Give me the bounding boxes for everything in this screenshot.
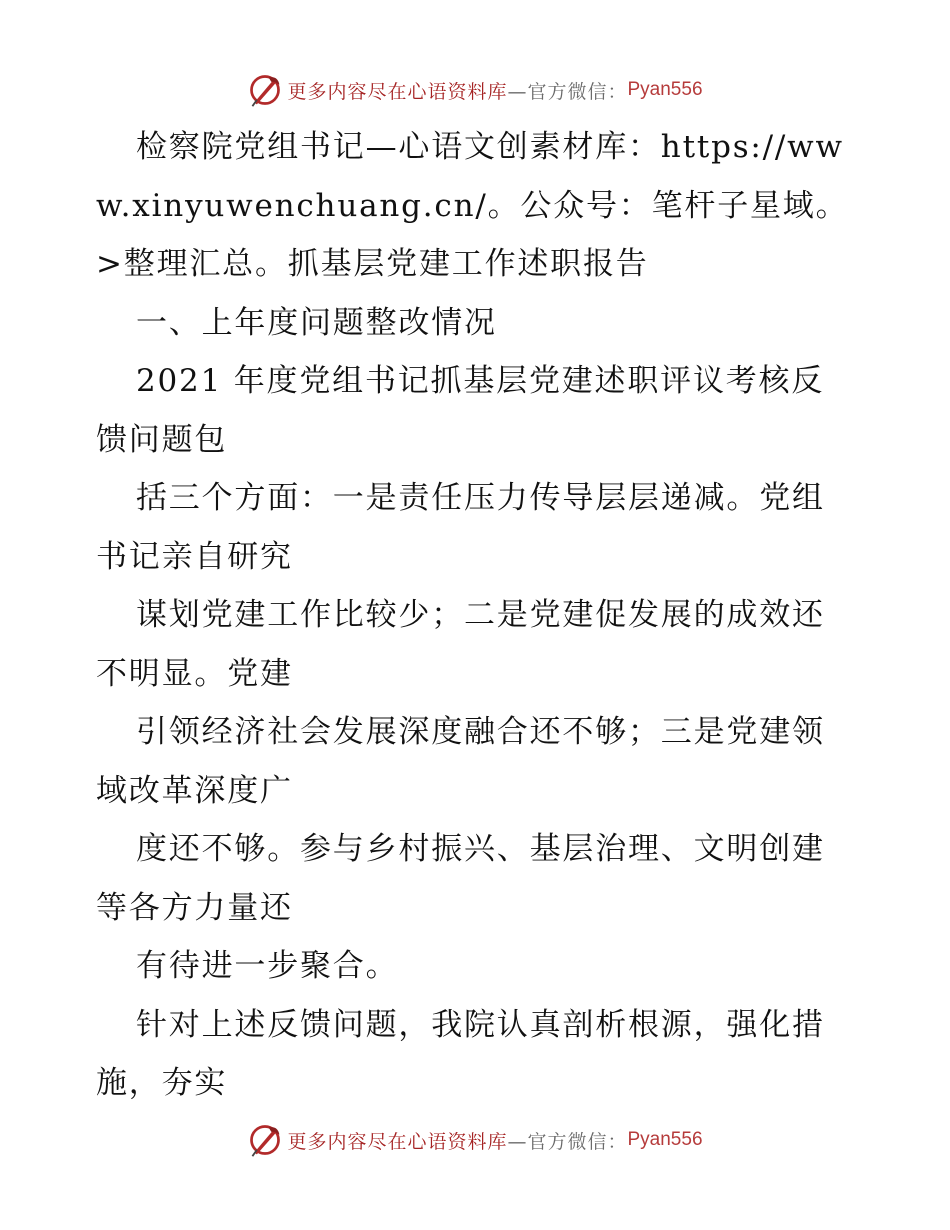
footer-watermark-banner [0, 1120, 950, 1160]
header-wechat-label: —官方微信： [507, 80, 628, 103]
header-slogan: 更多内容尽在心语资料库 [287, 80, 508, 103]
paragraph: 括三个方面：一是责任压力传导层层递减。党组书记亲自研究 [96, 480, 825, 575]
section-heading-1: 一、上年度问题整改情况 [136, 304, 497, 341]
document-body [96, 118, 856, 1113]
paragraph: 有待进一步聚合。 [136, 948, 399, 984]
footer-slogan: 更多内容尽在心语资料库 [287, 1130, 508, 1153]
paragraph: 谋划党建工作比较少；二是党建促发展的成效还不明显。党建 [96, 597, 825, 692]
footer-wechat-id: Pyan556 [627, 1129, 703, 1150]
footer-wechat-label: —官方微信： [507, 1130, 628, 1153]
paragraph: 引领经济社会发展深度融合还不够；三是党建领域改革深度广 [96, 714, 825, 809]
header-watermark-banner [0, 70, 950, 110]
paragraph: 针对上述反馈问题，我院认真剖析根源，强化措施，夯实 [96, 1006, 825, 1101]
paragraph-intro: 检察院党组书记—心语文创素材库：https://www.xinyuwenchuang.cn/。公众号：笔杆子星域。>整理汇总。抓基层党建工作述职报告 [96, 129, 849, 282]
header-wechat-id: Pyan556 [627, 79, 703, 100]
quill-pen-logo-icon [247, 1122, 283, 1158]
paragraph: 度还不够。参与乡村振兴、基层治理、文明创建等各方力量还 [96, 831, 825, 926]
quill-pen-logo-icon [247, 72, 283, 108]
paragraph: 2021 年度党组书记抓基层党建述职评议考核反馈问题包 [96, 363, 825, 458]
